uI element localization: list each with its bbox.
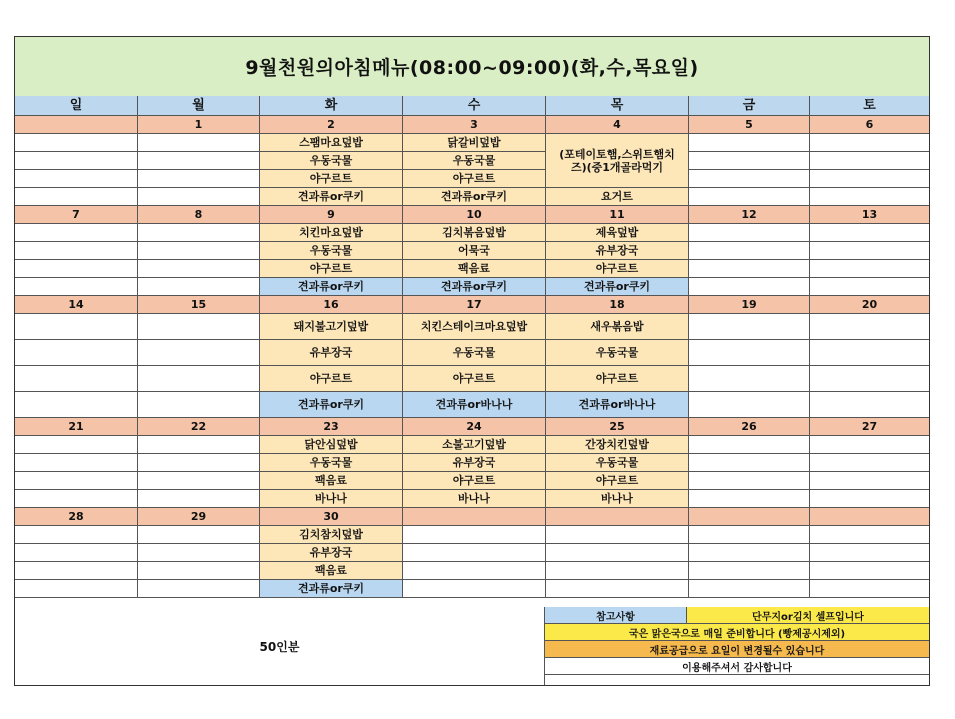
date-row [15, 206, 929, 224]
empty-cell [138, 436, 260, 454]
menu-item: 견과류or쿠키 [260, 392, 403, 418]
page-title: 9월천원의아침메뉴(08:00~09:00)(화,수,목요일) [15, 37, 929, 97]
menu-item: 견과류or바나나 [546, 392, 689, 418]
empty-cell [689, 392, 810, 418]
date-cell: 21 [15, 418, 138, 436]
menu-row [15, 314, 929, 340]
date-row [15, 418, 929, 436]
empty-cell [15, 526, 138, 544]
menu-row [15, 134, 929, 152]
empty-cell [138, 152, 260, 170]
empty-cell [810, 392, 929, 418]
menu-item: 치킨스테이크마요덮밥 [403, 314, 546, 340]
empty-cell [15, 224, 138, 242]
empty-cell [810, 260, 929, 278]
empty-cell [403, 544, 546, 562]
menu-item: 요거트 [546, 188, 689, 206]
empty-cell [15, 170, 138, 188]
empty-cell [15, 366, 138, 392]
empty-cell [546, 562, 689, 580]
empty-cell [15, 188, 138, 206]
date-cell: 8 [138, 206, 260, 224]
empty-cell [689, 170, 810, 188]
date-cell: 16 [260, 296, 403, 314]
menu-row [15, 170, 929, 188]
date-cell: 6 [810, 116, 929, 134]
empty-cell [546, 526, 689, 544]
empty-cell [15, 314, 138, 340]
menu-item: 바나나 [260, 490, 403, 508]
empty-cell [689, 526, 810, 544]
empty-cell [810, 188, 929, 206]
note-schedule-change: 재료공급으로 요일이 변경될수 있습니다 [545, 641, 929, 658]
date-cell: 1 [138, 116, 260, 134]
menu-row [15, 472, 929, 490]
empty-cell [138, 260, 260, 278]
menu-row [15, 340, 929, 366]
date-cell: 5 [689, 116, 810, 134]
menu-item: 김치참치덮밥 [260, 526, 403, 544]
empty-cell [15, 260, 138, 278]
empty-cell [689, 544, 810, 562]
empty-cell [15, 392, 138, 418]
menu-item: 야구르트 [403, 366, 546, 392]
empty-cell [810, 490, 929, 508]
menu-item: 소불고기덮밥 [403, 436, 546, 454]
menu-item: 우동국물 [403, 152, 546, 170]
weekday-header-cell: 금 [689, 96, 810, 116]
menu-item: 팩음료 [260, 562, 403, 580]
date-cell [546, 508, 689, 526]
menu-row [15, 544, 929, 562]
date-row [15, 296, 929, 314]
weekday-header-cell: 일 [15, 96, 138, 116]
weekday-header [15, 96, 929, 116]
menu-item: 닭안심덮밥 [260, 436, 403, 454]
date-cell: 24 [403, 418, 546, 436]
merged-menu-cell: (포테이토햄,스위트햄치즈)(중1개골라먹기 [546, 134, 689, 188]
menu-row [15, 224, 929, 242]
empty-cell [810, 170, 929, 188]
empty-cell [810, 454, 929, 472]
empty-cell [810, 152, 929, 170]
date-cell: 29 [138, 508, 260, 526]
empty-cell [403, 580, 546, 598]
menu-item: 야구르트 [403, 170, 546, 188]
menu-row [15, 260, 929, 278]
menu-item: 견과류or쿠키 [546, 278, 689, 296]
weekday-header-cell: 월 [138, 96, 260, 116]
menu-row [15, 454, 929, 472]
date-cell: 26 [689, 418, 810, 436]
empty-cell [138, 242, 260, 260]
date-cell: 28 [15, 508, 138, 526]
date-cell: 10 [403, 206, 546, 224]
menu-item: 제육덮밥 [546, 224, 689, 242]
date-cell: 19 [689, 296, 810, 314]
menu-item: 우동국물 [546, 340, 689, 366]
empty-cell [689, 562, 810, 580]
empty-cell [689, 436, 810, 454]
empty-cell [15, 472, 138, 490]
menu-item: 야구르트 [546, 366, 689, 392]
footer-area [15, 607, 929, 685]
empty-cell [810, 472, 929, 490]
menu-item: 야구르트 [546, 260, 689, 278]
empty-cell [689, 366, 810, 392]
empty-cell [810, 544, 929, 562]
empty-cell [689, 340, 810, 366]
date-cell: 3 [403, 116, 546, 134]
menu-item: 견과류or쿠키 [260, 188, 403, 206]
date-cell: 18 [546, 296, 689, 314]
date-cell: 13 [810, 206, 929, 224]
date-row [15, 116, 929, 134]
date-cell: 4 [546, 116, 689, 134]
date-cell: 20 [810, 296, 929, 314]
empty-cell [15, 544, 138, 562]
date-cell: 25 [546, 418, 689, 436]
menu-item: 야구르트 [546, 472, 689, 490]
empty-cell [810, 314, 929, 340]
empty-cell [138, 314, 260, 340]
menu-row [15, 366, 929, 392]
date-cell: 9 [260, 206, 403, 224]
empty-cell [689, 454, 810, 472]
empty-cell [138, 366, 260, 392]
menu-item: 견과류or쿠키 [403, 278, 546, 296]
date-cell [689, 508, 810, 526]
empty-cell [138, 224, 260, 242]
menu-item: 유부장국 [546, 242, 689, 260]
empty-cell [138, 188, 260, 206]
menu-item: 우동국물 [403, 340, 546, 366]
empty-cell [689, 260, 810, 278]
empty-cell [138, 526, 260, 544]
note-thanks: 이용해주셔서 감사합니다 [545, 658, 929, 675]
empty-cell [689, 580, 810, 598]
empty-cell [689, 314, 810, 340]
menu-item: 우동국물 [546, 454, 689, 472]
menu-row [15, 580, 929, 598]
date-cell: 12 [689, 206, 810, 224]
date-cell: 27 [810, 418, 929, 436]
menu-item: 새우볶음밥 [546, 314, 689, 340]
menu-item: 견과류or바나나 [403, 392, 546, 418]
empty-cell [689, 134, 810, 152]
empty-cell [689, 224, 810, 242]
date-cell: 22 [138, 418, 260, 436]
menu-item: 스팸마요덮밥 [260, 134, 403, 152]
empty-cell [689, 242, 810, 260]
empty-cell [138, 472, 260, 490]
empty-cell [810, 340, 929, 366]
empty-cell [15, 454, 138, 472]
empty-cell [15, 134, 138, 152]
menu-item: 유부장국 [403, 454, 546, 472]
menu-row [15, 152, 929, 170]
menu-row [15, 188, 929, 206]
empty-cell [810, 278, 929, 296]
empty-cell [546, 544, 689, 562]
empty-cell [138, 580, 260, 598]
empty-cell [15, 152, 138, 170]
empty-cell [138, 170, 260, 188]
empty-cell [15, 580, 138, 598]
menu-row [15, 562, 929, 580]
empty-cell [15, 278, 138, 296]
menu-item: 야구르트 [260, 260, 403, 278]
empty-cell [138, 278, 260, 296]
menu-row [15, 242, 929, 260]
empty-cell [403, 526, 546, 544]
date-cell [810, 508, 929, 526]
empty-cell [689, 278, 810, 296]
empty-cell [138, 562, 260, 580]
menu-item: 김치볶음덮밥 [403, 224, 546, 242]
menu-item: 유부장국 [260, 544, 403, 562]
empty-cell [138, 340, 260, 366]
empty-cell [810, 134, 929, 152]
menu-item: 우동국물 [260, 242, 403, 260]
menu-item: 야구르트 [260, 366, 403, 392]
date-cell: 15 [138, 296, 260, 314]
menu-row [15, 436, 929, 454]
empty-cell [810, 526, 929, 544]
menu-item: 견과류or쿠키 [403, 188, 546, 206]
menu-item: 견과류or쿠키 [260, 278, 403, 296]
note-soup: 국은 맑은국으로 매일 준비합니다 (빵제공시제외) [545, 624, 929, 641]
empty-cell [403, 562, 546, 580]
menu-row [15, 526, 929, 544]
menu-item: 야구르트 [403, 472, 546, 490]
empty-cell [138, 454, 260, 472]
empty-cell [689, 152, 810, 170]
date-cell: 30 [260, 508, 403, 526]
empty-cell [138, 490, 260, 508]
date-cell: 17 [403, 296, 546, 314]
menu-item: 우동국물 [260, 152, 403, 170]
date-row [15, 508, 929, 526]
menu-item: 바나나 [403, 490, 546, 508]
weekday-header-cell: 수 [403, 96, 546, 116]
date-cell: 2 [260, 116, 403, 134]
empty-cell [15, 340, 138, 366]
menu-item: 치킨마요덮밥 [260, 224, 403, 242]
date-cell: 11 [546, 206, 689, 224]
empty-cell [810, 224, 929, 242]
menu-item: 유부장국 [260, 340, 403, 366]
menu-item: 바나나 [546, 490, 689, 508]
empty-cell [810, 242, 929, 260]
menu-row [15, 278, 929, 296]
menu-item: 어묵국 [403, 242, 546, 260]
empty-cell [546, 580, 689, 598]
empty-cell [810, 436, 929, 454]
menu-item: 견과류or쿠키 [260, 580, 403, 598]
empty-cell [810, 580, 929, 598]
empty-cell [15, 436, 138, 454]
empty-cell [689, 490, 810, 508]
menu-item: 닭갈비덮밥 [403, 134, 546, 152]
menu-item: 우동국물 [260, 454, 403, 472]
menu-item: 팩음료 [260, 472, 403, 490]
menu-row [15, 490, 929, 508]
empty-cell [15, 490, 138, 508]
date-cell [403, 508, 546, 526]
empty-cell [138, 544, 260, 562]
weekday-header-cell: 토 [810, 96, 929, 116]
date-cell: 14 [15, 296, 138, 314]
note-self-serve: 단무지or김치 셀프입니다 [687, 607, 929, 624]
empty-cell [689, 188, 810, 206]
notes-label: 참고사항 [545, 607, 687, 624]
empty-cell [138, 392, 260, 418]
date-cell: 7 [15, 206, 138, 224]
serving-count: 50인분 [15, 607, 545, 685]
date-cell [15, 116, 138, 134]
empty-cell [15, 562, 138, 580]
empty-cell [15, 242, 138, 260]
weekday-header-cell: 목 [546, 96, 689, 116]
empty-cell [138, 134, 260, 152]
weekday-header-cell: 화 [260, 96, 403, 116]
menu-item: 간장치킨덮밥 [546, 436, 689, 454]
menu-sheet [14, 36, 930, 686]
empty-cell [810, 562, 929, 580]
date-cell: 23 [260, 418, 403, 436]
empty-cell [810, 366, 929, 392]
menu-item: 팩음료 [403, 260, 546, 278]
menu-item: 돼지불고기덮밥 [260, 314, 403, 340]
empty-cell [689, 472, 810, 490]
menu-row [15, 392, 929, 418]
menu-item: 야구르트 [260, 170, 403, 188]
